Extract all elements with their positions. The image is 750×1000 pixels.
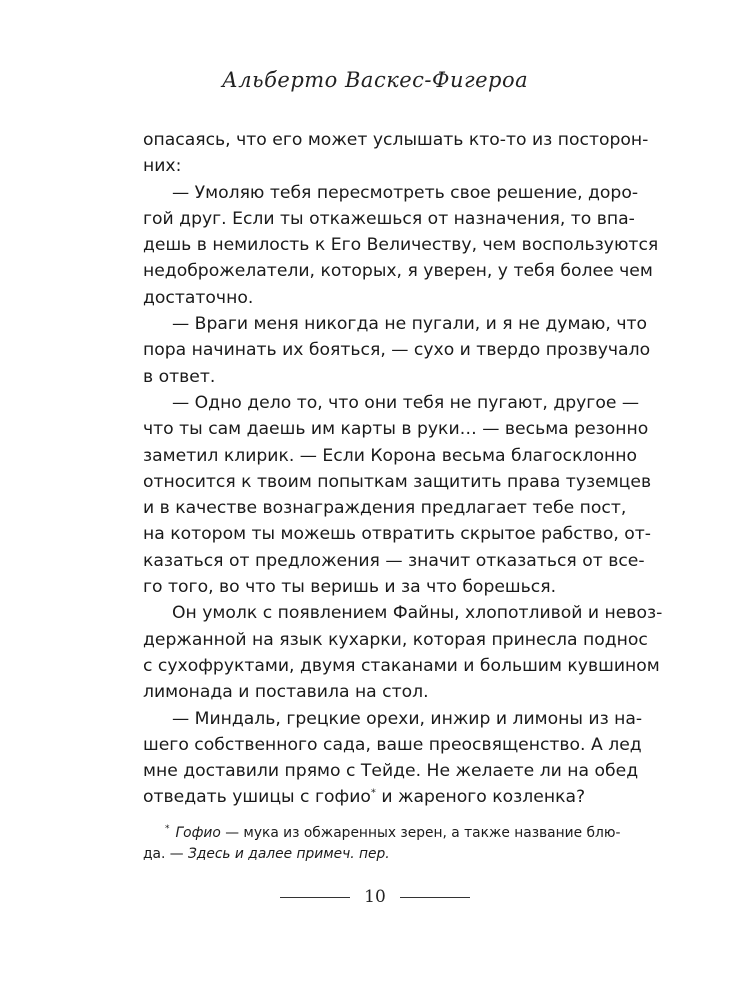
text-line-segment: и жареного козленка? bbox=[375, 787, 586, 808]
text-line: мне доставили прямо с Тейде. Не желаете ли на обед bbox=[143, 761, 639, 782]
text-line: с сухофруктами, двумя стаканами и большим кувшином bbox=[143, 655, 660, 676]
text-line: — Одно дело то, что они тебя не пугают, другое — bbox=[172, 392, 640, 413]
text-line: казаться от предложения — значит отказаться от все- bbox=[143, 550, 645, 571]
text-line: шего собственного сада, ваше преосвященство. А лед bbox=[143, 734, 642, 755]
body-text bbox=[143, 127, 663, 811]
text-line: них: bbox=[143, 156, 182, 177]
footnote-line-2 bbox=[143, 844, 618, 865]
footnote-marker: * bbox=[165, 824, 170, 835]
text-line-segment: отведать ушицы с гофио bbox=[143, 787, 371, 808]
text-line: достаточно. bbox=[143, 287, 254, 308]
text-line: держанной на язык кухарки, которая принесла поднос bbox=[143, 629, 648, 650]
text-line: и в качестве вознаграждения предлагает тебе пост, bbox=[143, 498, 627, 519]
text-line: заметил клирик. — Если Корона весьма благосклонно bbox=[143, 445, 637, 466]
text-line: опасаясь, что его может услышать кто-то из посторон- bbox=[143, 130, 649, 150]
text-line: на котором ты можешь отвратить скрытое рабство, от- bbox=[143, 524, 651, 545]
text-line: относится к твоим попыткам защитить права туземцев bbox=[143, 471, 652, 492]
footnote-term: Гофио bbox=[175, 825, 221, 841]
text-line: дешь в немилость к Его Величеству, чем воспользуются bbox=[143, 235, 659, 256]
text-line: — Миндаль, грецкие орехи, инжир и лимоны из на- bbox=[172, 708, 643, 729]
footnote-reference: * bbox=[370, 787, 376, 799]
footnote-source-note: Здесь и далее примеч. пер. bbox=[187, 846, 390, 862]
text-line: Он умолк с появлением Файны, хлопотливой и невоз- bbox=[172, 603, 663, 624]
page-number: 10 bbox=[364, 887, 386, 907]
text-line: го того, во что ты веришь и за что борешься. bbox=[143, 577, 557, 598]
text-line: — Умоляю тебя пересмотреть свое решение, доро- bbox=[172, 182, 639, 203]
text-line: лимонада и поставила на стол. bbox=[143, 682, 429, 703]
page-footer bbox=[0, 887, 750, 907]
text-line: что ты сам даешь им карты в руки… — весьма резонно bbox=[143, 419, 649, 440]
text-line: гой друг. Если ты откажешься от назначения, то впа- bbox=[143, 208, 635, 229]
text-line: недоброжелатели, которых, я уверен, у тебя более чем bbox=[143, 261, 653, 282]
footer-rule-right bbox=[400, 897, 470, 898]
text-line: — Враги меня никогда не пугали, и я не думаю, что bbox=[172, 314, 648, 335]
text-line bbox=[143, 784, 618, 810]
text-line: пора начинать их бояться, — сухо и твердо прозвучало bbox=[143, 340, 651, 361]
footnote-continuation: да. — bbox=[143, 846, 188, 862]
running-head: Альберто Васкес-Фигероа bbox=[221, 68, 529, 92]
text-line: в ответ. bbox=[143, 366, 216, 387]
footnote-line-1 bbox=[143, 823, 621, 844]
footer-rule-left bbox=[280, 897, 350, 898]
footnote-definition: — мука из обжаренных зерен, а также название блю- bbox=[220, 825, 621, 841]
footnote bbox=[143, 823, 621, 865]
